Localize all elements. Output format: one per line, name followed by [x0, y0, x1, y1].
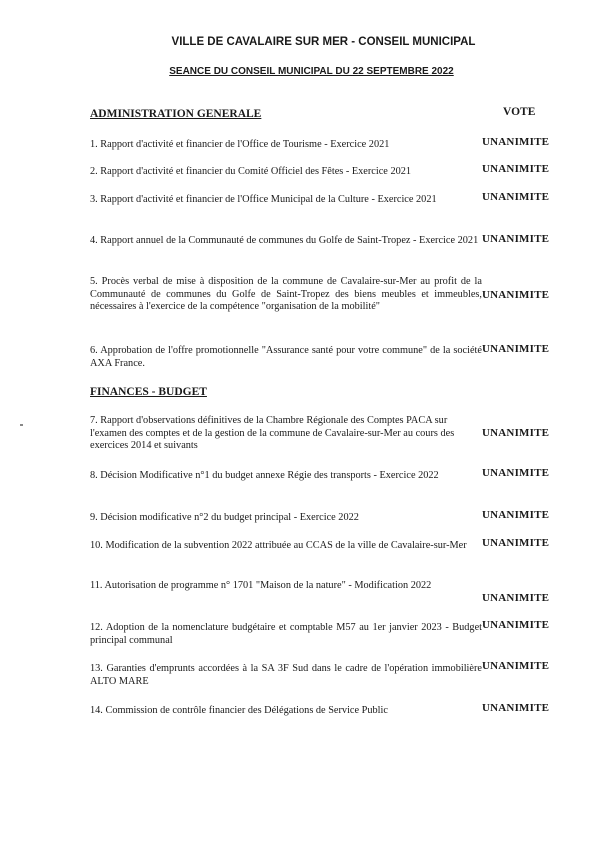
vote-result-3: UNANIMITE [482, 191, 550, 203]
agenda-item-13: 13. Garanties d'emprunts accordées à la SA 3F Sud dans le cadre de l'opération immobilière ALTO MARE [90, 663, 482, 687]
section-heading-administration: ADMINISTRATION GENERALE [90, 108, 262, 120]
agenda-item-10: 10. Modification de la subvention 2022 attribuée au CCAS de la ville de Cavalaire-sur-Mer [90, 540, 467, 551]
section-heading-finances: FINANCES - BUDGET [90, 386, 207, 398]
vote-result-11: UNANIMITE [482, 592, 550, 604]
vote-result-8: UNANIMITE [482, 467, 550, 479]
agenda-item-12: 12. Adoption de la nomenclature budgétaire et comptable M57 au 1er janvier 2023 - Budget principal communal [90, 622, 482, 646]
agenda-item-9: 9. Décision modificative n°2 du budget principal - Exercice 2022 [90, 512, 359, 523]
scan-speck [20, 424, 23, 426]
vote-result-2: UNANIMITE [482, 163, 550, 175]
agenda-item-11: 11. Autorisation de programme n° 1701 "Maison de la nature" - Modification 2022 [90, 580, 432, 591]
vote-result-9: UNANIMITE [482, 509, 550, 521]
vote-result-6: UNANIMITE [482, 343, 550, 355]
agenda-item-14: 14. Commission de contrôle financier des Délégations de Service Public [90, 705, 388, 716]
agenda-item-8: 8. Décision Modificative n°1 du budget annexe Régie des transports - Exercice 2022 [90, 470, 439, 481]
vote-result-5: UNANIMITE [482, 289, 550, 301]
agenda-item-2: 2. Rapport d'activité et financier du Comité Officiel des Fêtes - Exercice 2021 [90, 166, 412, 177]
vote-result-13: UNANIMITE [482, 660, 550, 672]
vote-result-10: UNANIMITE [482, 537, 550, 549]
vote-result-1: UNANIMITE [482, 136, 550, 148]
agenda-item-3: 3. Rapport d'activité et financier de l'Office Municipal de la Culture - Exercice 2021 [90, 194, 437, 205]
vote-result-14: UNANIMITE [482, 702, 550, 714]
agenda-item-4: 4. Rapport annuel de la Communauté de communes du Golfe de Saint-Tropez - Exercice 2021 [90, 235, 479, 246]
agenda-item-1: 1. Rapport d'activité et financier de l'Office de Tourisme - Exercice 2021 [90, 139, 390, 150]
vote-result-4: UNANIMITE [482, 233, 550, 245]
agenda-item-5: 5. Procès verbal de mise à disposition de la commune de Cavalaire-sur-Mer au profit de la Communauté de communes du Golfe de Saint-Tropez des biens meubles et immeubles, nécessaires à l'exercice de la compétence "organisation de la mobilité" [90, 276, 482, 312]
vote-result-12: UNANIMITE [482, 619, 550, 631]
session-subtitle: SEANCE DU CONSEIL MUNICIPAL DU 22 SEPTEMBRE 2022 [169, 66, 454, 77]
vote-column-heading: VOTE [503, 106, 536, 118]
document-title: VILLE DE CAVALAIRE SUR MER - CONSEIL MUNICIPAL [171, 36, 476, 48]
vote-result-7: UNANIMITE [482, 427, 550, 439]
agenda-item-7: 7. Rapport d'observations définitives de la Chambre Régionale des Comptes PACA sur l'examen des comptes et de la gestion de la commune de Cavalaire-sur-Mer au cours des exercices 2014 et suivants [90, 415, 455, 451]
agenda-item-6: 6. Approbation de l'offre promotionnelle "Assurance santé pour votre commune" de la société AXA France. [90, 345, 482, 369]
